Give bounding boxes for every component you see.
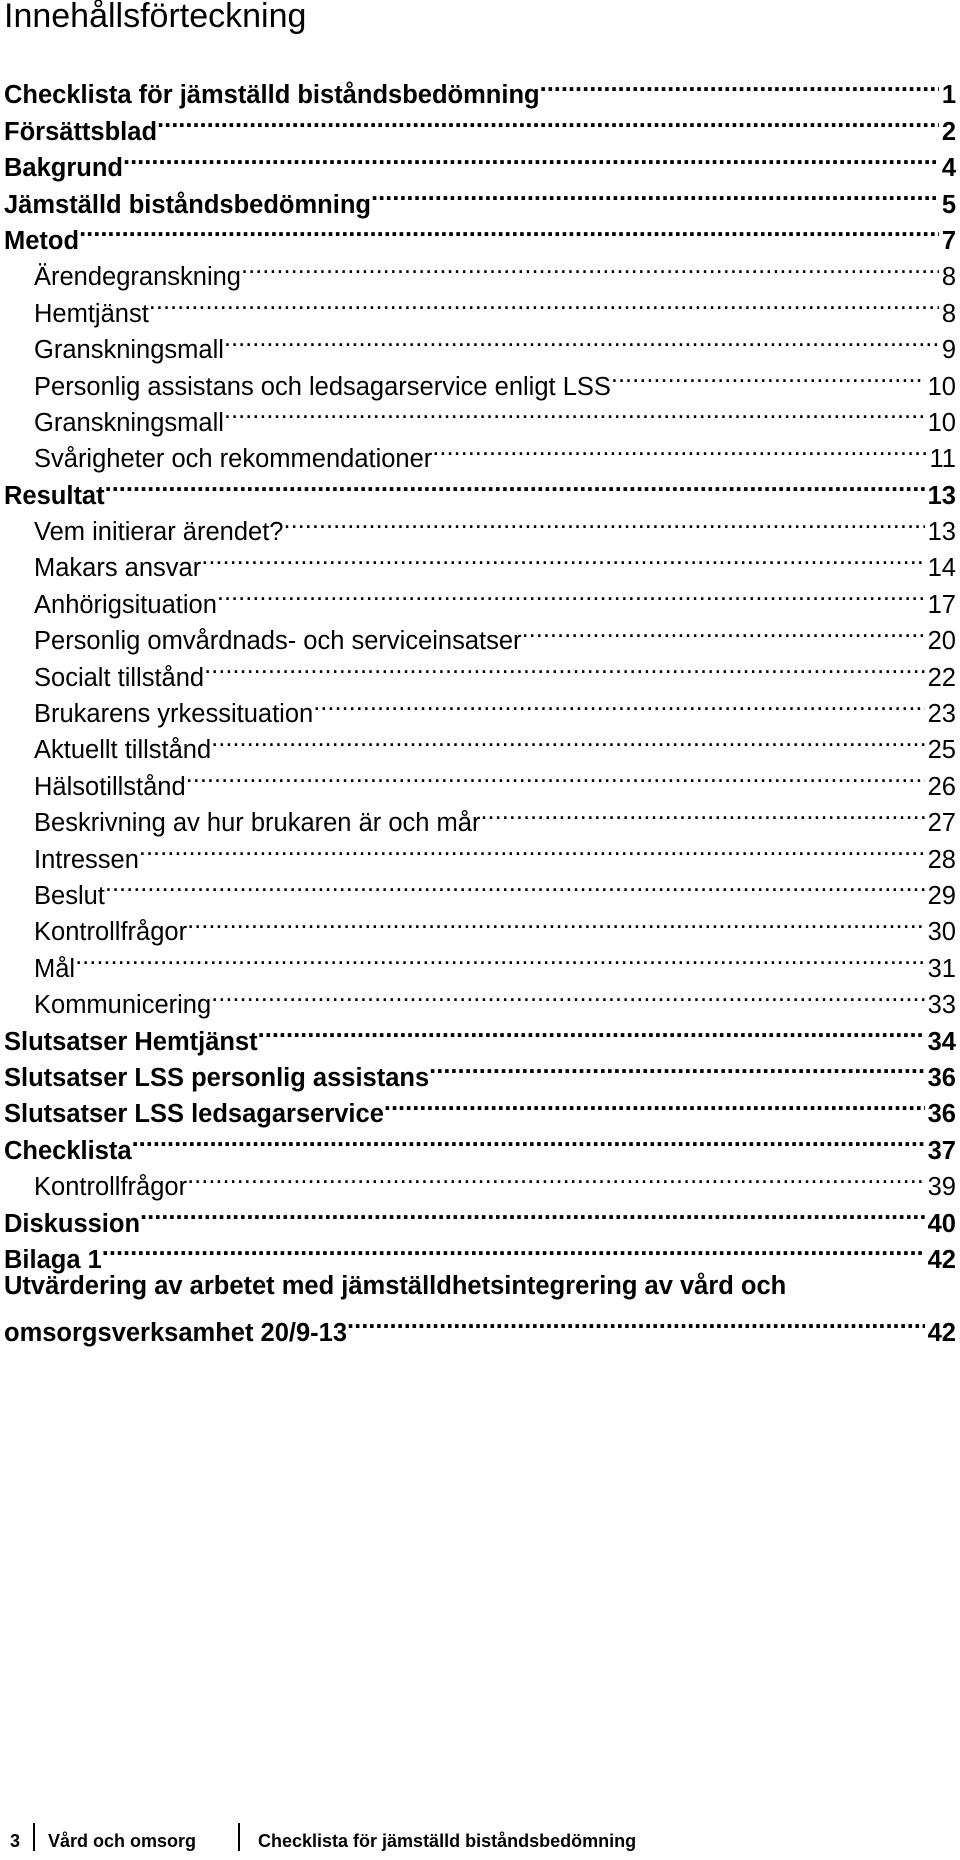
toc-dot-leader	[187, 904, 925, 940]
toc-dot-leader	[102, 1232, 925, 1268]
toc-entry-page-number[interactable]: 5	[941, 190, 956, 219]
toc-entry-title[interactable]: Personlig omvårdnads- och serviceinsatser	[34, 627, 522, 656]
toc-entry-title[interactable]: Aktuellt tillstånd	[34, 736, 212, 765]
toc-entry-page-number[interactable]: 26	[927, 772, 956, 801]
toc-entry-page-number[interactable]: 7	[941, 226, 956, 255]
toc-dot-leader	[611, 358, 925, 394]
toc-entry-title[interactable]: Metod	[4, 226, 80, 255]
toc-dot-leader	[187, 1159, 925, 1195]
toc-entry-title[interactable]: Granskningsmall	[34, 336, 224, 365]
toc-entry-page-number[interactable]: 11	[929, 445, 956, 474]
toc-entry-page-number[interactable]: 10	[927, 408, 956, 437]
toc-entry-title[interactable]: Slutsatser Hemtjänst	[4, 1027, 258, 1056]
toc-entry-page-number[interactable]: 8	[941, 299, 956, 328]
toc-entry[interactable]	[4, 1304, 956, 1347]
toc-dot-leader	[540, 67, 939, 103]
toc-entry-title[interactable]: Bilaga 1	[4, 1245, 102, 1274]
toc-dot-leader	[157, 103, 939, 139]
toc-entry-title[interactable]: Checklista för jämställd biståndsbedömning	[4, 81, 540, 110]
toc-entry-page-number[interactable]: 17	[927, 590, 956, 619]
toc-dot-leader	[217, 576, 925, 612]
toc-dot-leader	[140, 1195, 925, 1231]
toc-entry-title[interactable]: Intressen	[34, 845, 139, 874]
toc-dot-leader	[132, 1122, 925, 1158]
toc-entry[interactable]	[4, 940, 956, 983]
toc-entry-page-number[interactable]: 28	[927, 845, 956, 874]
toc-entry-page-number[interactable]: 22	[927, 663, 956, 692]
footer-divider	[33, 1823, 35, 1851]
toc-entry-title[interactable]: Kontrollfrågor	[34, 918, 188, 947]
toc-entry-title[interactable]: Hälsotillstånd	[34, 772, 186, 801]
toc-dot-leader	[371, 176, 939, 212]
toc-entry-page-number[interactable]: 31	[927, 954, 956, 983]
footer-divider	[238, 1823, 240, 1851]
toc-entry-page-number[interactable]: 4	[941, 154, 956, 183]
toc-entry-title[interactable]: Personlig assistans och ledsagarservice enligt LSS	[34, 372, 611, 401]
toc-dot-leader	[105, 868, 925, 904]
toc-entry[interactable]	[4, 467, 956, 510]
toc-dot-leader	[432, 431, 926, 467]
toc-entry-page-number[interactable]: 27	[927, 809, 956, 838]
toc-entry-page-number[interactable]: 25	[927, 736, 956, 765]
table-of-contents-heading: Innehållsförteckning	[4, 0, 307, 35]
toc-entry[interactable]	[4, 213, 956, 255]
toc-entry-page-number[interactable]: 9	[941, 336, 956, 365]
toc-entry-page-number[interactable]: 40	[927, 1209, 956, 1238]
toc-entry-title[interactable]: Vem initierar ärendet?	[34, 518, 284, 547]
toc-entry-title[interactable]: Svårigheter och rekommendationer	[34, 445, 433, 474]
toc-dot-leader	[186, 758, 925, 794]
toc-dot-leader	[123, 140, 939, 176]
footer-page-number: 3	[10, 1831, 21, 1851]
toc-entry[interactable]	[4, 1232, 956, 1274]
toc-entry-page-number[interactable]: 42	[927, 1245, 956, 1274]
toc-dot-leader	[79, 213, 939, 249]
toc-entry-title[interactable]: Ärendegranskning	[34, 263, 241, 292]
toc-dot-leader	[224, 322, 939, 358]
toc-entry-page-number[interactable]: 23	[927, 700, 956, 729]
toc-entry-title[interactable]: omsorgsverksamhet 20/9-13	[4, 1318, 348, 1347]
toc-entry[interactable]	[4, 977, 956, 1020]
toc-dot-leader	[75, 940, 925, 976]
toc-entry-page-number[interactable]: 36	[927, 1063, 956, 1092]
toc-entry[interactable]	[4, 504, 956, 547]
toc-dot-leader	[313, 686, 924, 722]
toc-entry-page-number[interactable]: 2	[941, 117, 956, 146]
toc-entry-title[interactable]: Granskningsmall	[34, 408, 224, 437]
toc-dot-leader	[211, 722, 924, 758]
toc-entry-title[interactable]: Utvärdering av arbetet med jämställdhetsintegrering av vård och	[4, 1271, 787, 1300]
toc-entry-title[interactable]: Checklista	[4, 1136, 132, 1165]
page-footer	[0, 1823, 960, 1853]
toc-entry-title[interactable]: Slutsatser LSS personlig assistans	[4, 1063, 430, 1092]
toc-dot-leader	[283, 504, 924, 540]
toc-entry[interactable]	[4, 1159, 956, 1202]
toc-entry-page-number[interactable]: 10	[927, 372, 956, 401]
toc-entry-title[interactable]: Diskussion	[4, 1209, 141, 1238]
toc-entry-title[interactable]: Kontrollfrågor	[34, 1173, 188, 1202]
toc-entry-page-number[interactable]: 8	[941, 263, 956, 292]
toc-entry[interactable]	[4, 1268, 956, 1304]
toc-entry[interactable]	[4, 1122, 956, 1165]
toc-entry-title[interactable]: Anhörigsituation	[34, 590, 217, 619]
toc-entry[interactable]	[4, 140, 956, 183]
toc-entry-title[interactable]: Socialt tillstånd	[34, 663, 205, 692]
toc-dot-leader	[522, 613, 925, 649]
toc-entry[interactable]	[4, 831, 956, 874]
toc-entry-title[interactable]: Beslut	[34, 881, 105, 910]
toc-entry-page-number[interactable]: 42	[927, 1318, 956, 1347]
toc-entry-title[interactable]: Jämställd biståndsbedömning	[4, 190, 371, 219]
toc-dot-leader	[211, 977, 924, 1013]
toc-entry-page-number[interactable]: 30	[927, 918, 956, 947]
toc-dot-leader	[201, 540, 924, 576]
toc-entry-title[interactable]: Beskrivning av hur brukaren är och mår	[34, 809, 481, 838]
toc-dot-leader	[149, 285, 939, 321]
toc-dot-leader	[480, 795, 924, 831]
toc-dot-leader	[347, 1304, 925, 1340]
toc-entry-page-number[interactable]: 34	[927, 1027, 956, 1056]
toc-entry-page-number[interactable]: 13	[927, 518, 956, 547]
footer-document-title: Checklista för jämställd biståndsbedömning	[258, 1831, 637, 1851]
toc-entry-title[interactable]: Makars ansvar	[34, 554, 202, 583]
toc-entry-title[interactable]: Slutsatser LSS ledsagarservice	[4, 1100, 384, 1129]
toc-dot-leader	[429, 1050, 924, 1086]
toc-entry-page-number[interactable]: 37	[927, 1136, 956, 1165]
toc-entry-page-number[interactable]: 14	[927, 554, 956, 583]
toc-dot-leader	[204, 649, 925, 685]
toc-dot-leader	[105, 467, 925, 503]
toc-entry-title[interactable]: Kommunicering	[34, 991, 212, 1020]
toc-entry-page-number[interactable]: 33	[927, 991, 956, 1020]
footer-section-name: Vård och omsorg	[48, 1831, 197, 1851]
toc-entry-page-number[interactable]: 36	[927, 1100, 956, 1129]
toc-dot-leader	[224, 395, 925, 431]
toc-entry-title[interactable]: Mål	[34, 954, 76, 983]
toc-entry-page-number[interactable]: 1	[941, 81, 956, 110]
toc-entry-title[interactable]: Hemtjänst	[34, 299, 149, 328]
toc-dot-leader	[241, 249, 939, 285]
toc-dot-leader	[258, 1013, 925, 1049]
toc-dot-leader	[139, 831, 925, 867]
toc-entry-page-number[interactable]: 39	[927, 1173, 956, 1202]
toc-entry-page-number[interactable]: 29	[927, 881, 956, 910]
toc-entry[interactable]	[4, 249, 956, 292]
toc-entry-title[interactable]: Resultat	[4, 481, 105, 510]
toc-entry-title[interactable]: Brukarens yrkessituation	[34, 700, 314, 729]
toc-entry-title[interactable]: Försättsblad	[4, 117, 158, 146]
toc-dot-leader	[384, 1086, 925, 1122]
toc-entry-page-number[interactable]: 13	[927, 481, 956, 510]
toc-entry-page-number[interactable]: 20	[927, 627, 956, 656]
table-of-contents	[4, 67, 956, 1347]
toc-entry[interactable]	[4, 904, 956, 947]
toc-entry[interactable]	[4, 176, 956, 219]
toc-entry[interactable]	[4, 1195, 956, 1238]
toc-entry[interactable]	[4, 67, 956, 110]
toc-entry-title[interactable]: Bakgrund	[4, 154, 124, 183]
toc-entry[interactable]	[4, 868, 956, 910]
